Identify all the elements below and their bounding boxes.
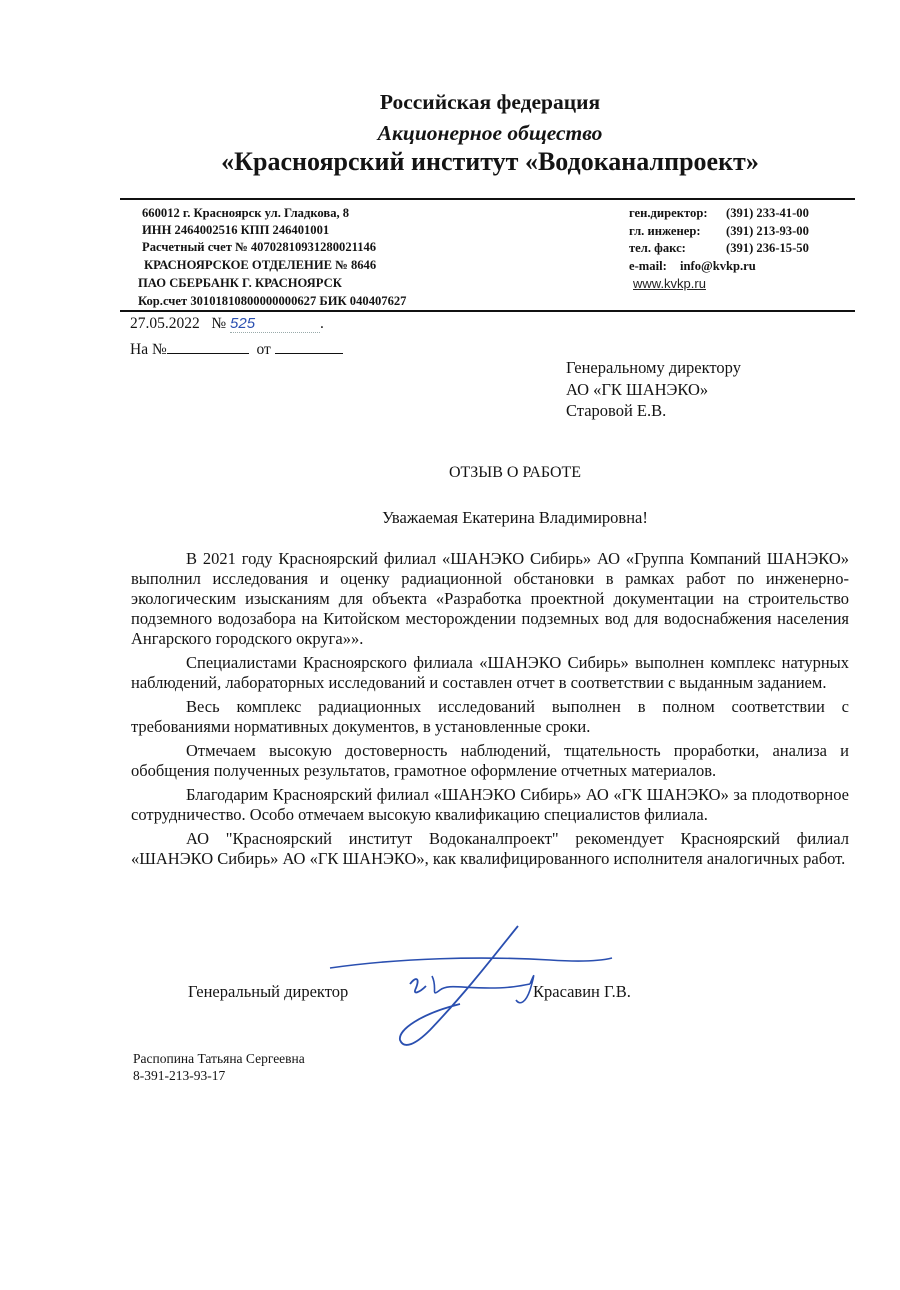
letter-date-line: 27.05.2022 № 525 . <box>130 315 324 332</box>
executor-block <box>133 1050 305 1084</box>
contact-email-label: e-mail: <box>629 258 667 273</box>
header-country: Российская федерация <box>379 90 601 114</box>
letter-number: 525 <box>230 315 320 333</box>
letter-greeting: Уважаемая Екатерина Владимировна! <box>382 508 648 527</box>
addressee-block <box>566 357 741 422</box>
requisite-corr-account: Кор.счет 30101810800000000627 БИК 040407627 <box>138 294 407 308</box>
reference-date-blank <box>275 339 343 354</box>
header-top-rule <box>120 198 855 200</box>
requisite-branch: КРАСНОЯРСКОЕ ОТДЕЛЕНИЕ № 8646 <box>144 258 377 272</box>
body-paragraph: Благодарим Красноярский филиал «ШАНЭКО Сибирь» АО «ГК ШАНЭКО» за плодотворное сотрудничество. Особо отмечаем высокую квалификацию специалистов филиала. <box>131 785 849 824</box>
addressee-company: АО «ГК ШАНЭКО» <box>566 379 709 399</box>
letter-body <box>131 549 849 873</box>
website-link[interactable]: www.kvkp.ru <box>633 276 706 291</box>
addressee-position: Генеральному директору <box>566 358 741 377</box>
body-paragraph: АО "Красноярский институт Водоканалпроект" рекомендует Красноярский филиал «ШАНЭКО Сибирь» АО «ГК ШАНЭКО», как квалифицированного исполнителя аналогичных работ. <box>131 829 849 868</box>
executor-phone: 8-391-213-93-17 <box>133 1068 226 1083</box>
header-org-type: Акционерное общество <box>377 121 603 145</box>
letter-date: 27.05.2022 <box>130 315 200 332</box>
signatory-position: Генеральный директор <box>188 982 349 1001</box>
requisite-account: Расчетный счет № 40702810931280021146 <box>142 240 377 254</box>
reference-from-label: от <box>256 341 271 358</box>
requisite-bank: ПАО СБЕРБАНК Г. КРАСНОЯРСК <box>138 276 342 290</box>
body-paragraph: Отмечаем высокую достоверность наблюдений, тщательность проработки, анализа и обобщения полученных результатов, грамотное оформление отчетных материалов. <box>131 741 849 780</box>
reference-line <box>130 339 343 359</box>
contact-email-value[interactable]: info@kvkp.ru <box>680 258 756 273</box>
header-org-name: «Красноярский институт «Водоканалпроект» <box>221 147 759 176</box>
contact-fax-phone: (391) 236-15-50 <box>726 241 809 255</box>
letter-number-label: № <box>211 315 227 332</box>
requisite-inn: ИНН 2464002516 КПП 246401001 <box>142 223 330 237</box>
contact-fax-label: тел. факс: <box>629 241 686 255</box>
contact-director-phone: (391) 233-41-00 <box>726 206 809 220</box>
requisite-address: 660012 г. Красноярск ул. Гладкова, 8 <box>142 206 350 220</box>
contact-director-label: ген.директор: <box>629 206 708 220</box>
reference-label: На № <box>130 341 167 358</box>
body-paragraph: Специалистами Красноярского филиала «ШАНЭКО Сибирь» выполнен комплекс натурных наблюдений, лабораторных исследований и составлен отчет в соответствии с выданным заданием. <box>131 653 849 692</box>
contact-engineer-label: гл. инженер: <box>629 223 701 238</box>
addressee-name: Старовой Е.В. <box>566 401 667 420</box>
signatory-name: Красавин Г.В. <box>533 982 631 1001</box>
contact-engineer-phone: (391) 213-93-00 <box>726 223 809 238</box>
letter-title: ОТЗЫВ О РАБОТЕ <box>448 464 582 481</box>
body-paragraph: В 2021 году Красноярский филиал «ШАНЭКО Сибирь» АО «Группа Компаний ШАНЭКО» выполнил исследования и оценку радиационной обстановки в рамках работ по инженерно-экологическим изысканиям для объекта «Разработка проектной документации на строительство подземного водозабора на Китойском месторождении подземных вод для водоснабжения населения Ангарского городского округа»». <box>131 549 849 648</box>
executor-name: Распопина Татьяна Сергеевна <box>133 1051 305 1066</box>
header-bottom-rule <box>120 310 855 312</box>
reference-number-blank <box>167 339 249 354</box>
body-paragraph: Весь комплекс радиационных исследований выполнен в полном соответствии с требованиями нормативных документов, в установленные сроки. <box>131 697 849 736</box>
